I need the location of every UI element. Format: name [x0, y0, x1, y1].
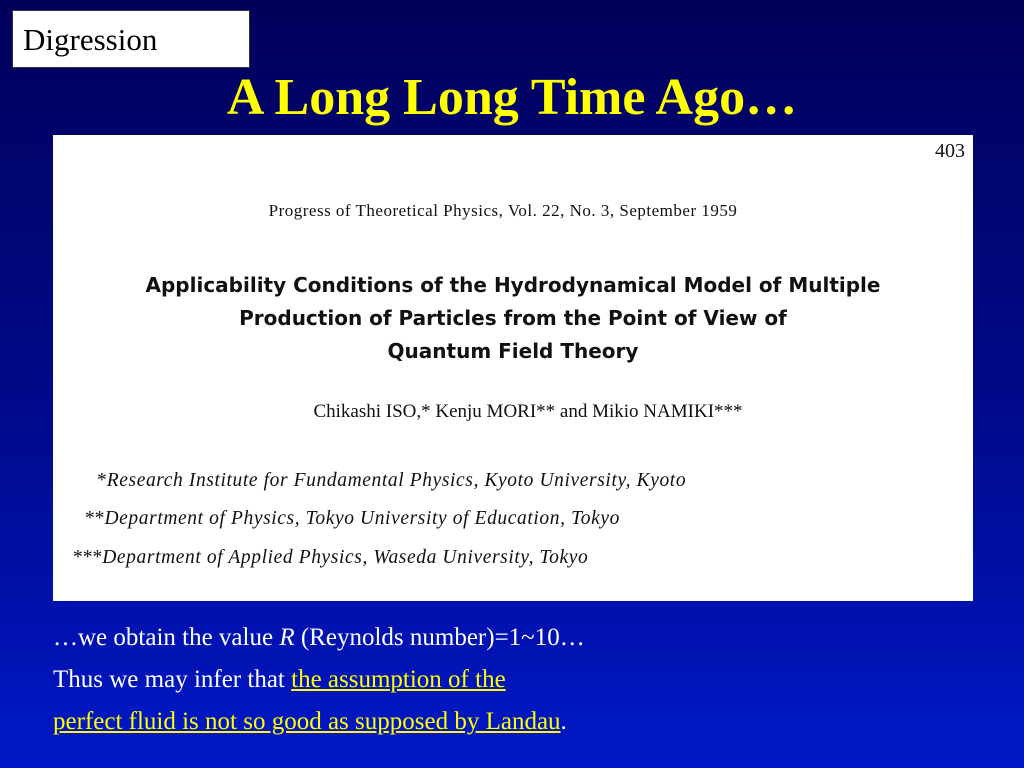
affiliation-text: Department of Physics, Tokyo University of Education, Tokyo — [104, 508, 620, 529]
reynolds-variable: R — [279, 624, 295, 651]
caption-line-1 — [53, 617, 953, 659]
affiliation — [85, 508, 620, 530]
affiliation — [97, 470, 686, 492]
page-number: 403 — [935, 140, 965, 162]
slide-caption — [53, 617, 953, 743]
slide-title: A Long Long Time Ago… — [226, 69, 798, 126]
digression-tag: Digression — [12, 10, 250, 68]
affiliation-text: Department of Applied Physics, Waseda University, Tokyo — [102, 547, 589, 568]
paper-title-line: Applicability Conditions of the Hydrodynamical Model of Multiple — [145, 273, 881, 297]
highlighted-conclusion: perfect fluid is not so good as supposed by Landau — [53, 708, 561, 735]
affiliation-text: Research Institute for Fundamental Physics, Kyoto University, Kyoto — [106, 470, 687, 491]
paper-title-line: Quantum Field Theory — [387, 339, 639, 363]
caption-line-2 — [53, 659, 953, 701]
affiliation — [73, 547, 588, 569]
caption-text: . — [560, 708, 567, 735]
affiliation-mark: * — [97, 470, 107, 491]
affiliation-mark: ** — [85, 508, 105, 529]
caption-text: Thus we may infer that — [53, 666, 292, 693]
paper-title — [93, 269, 933, 368]
paper-title-line: Production of Particles from the Point of View of — [239, 306, 787, 330]
paper-excerpt-image — [53, 135, 973, 601]
caption-text: …we obtain the value — [53, 624, 280, 651]
caption-text: (Reynolds number)=1~10… — [294, 624, 585, 651]
paper-authors: Chikashi ISO,* Kenju MORI** and Mikio NAMIKI*** — [313, 401, 743, 422]
caption-line-3 — [53, 701, 953, 743]
journal-citation: Progress of Theoretical Physics, Vol. 22, No. 3, September 1959 — [268, 201, 738, 220]
affiliation-mark: *** — [73, 547, 103, 568]
highlighted-conclusion: the assumption of the — [291, 666, 506, 693]
